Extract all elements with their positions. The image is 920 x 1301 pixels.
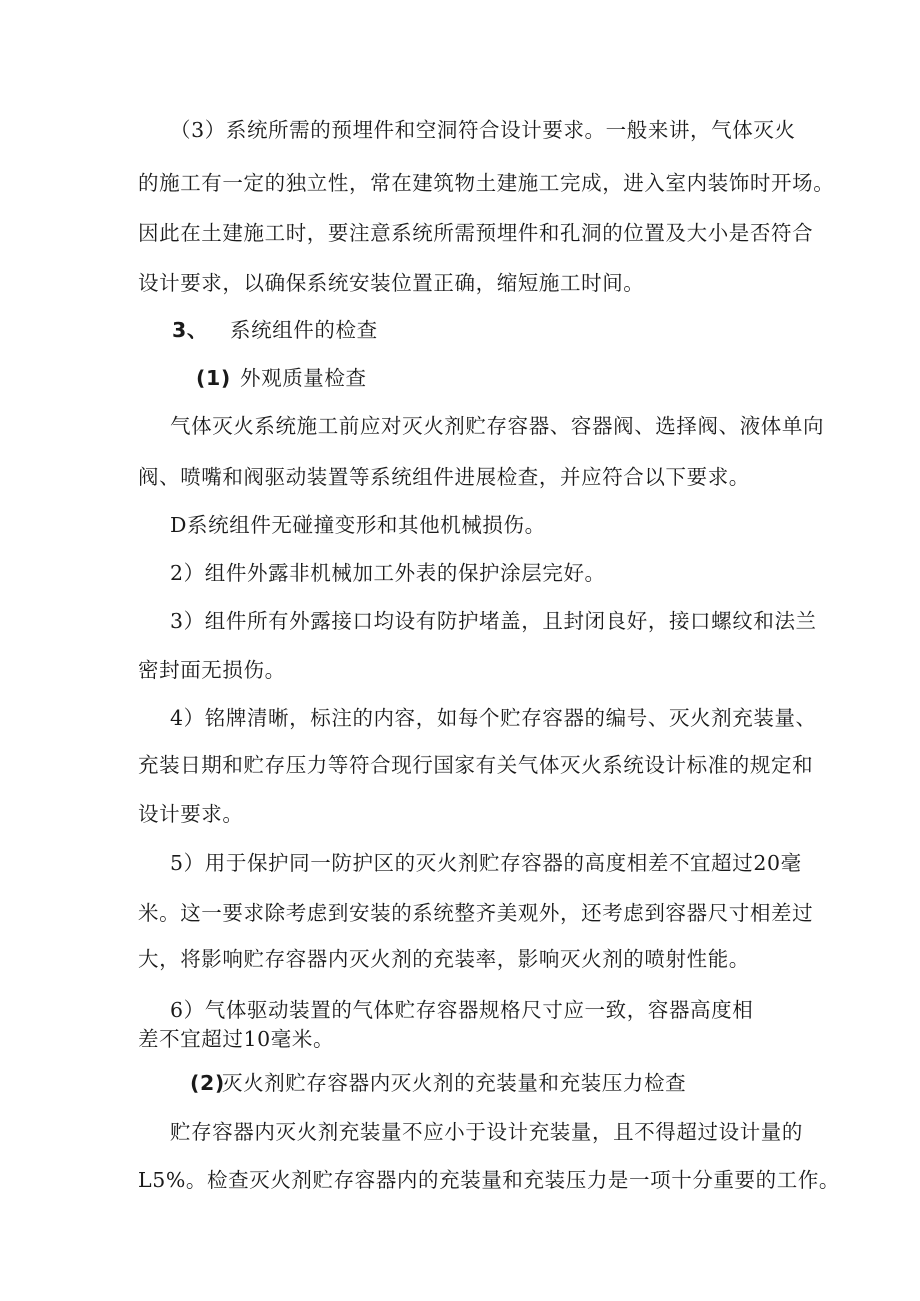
section-heading-number: 3、 bbox=[172, 318, 208, 342]
subheading-2-number: (2) bbox=[190, 1071, 225, 1095]
para-last-line-2: L5%。检查灭火剂贮存容器内的充装量和充装压力是一项十分重要的工作。 bbox=[138, 1168, 841, 1192]
item-5-line-1: 5）用于保护同一防护区的灭火剂贮存容器的高度相差不宜超过20毫 bbox=[170, 851, 802, 875]
item-4-line-1: 4）铭牌清晰，标注的内容，如每个贮存容器的编号、灭火剂充装量、 bbox=[170, 706, 817, 730]
subheading-1-title: 外观质量检查 bbox=[240, 366, 367, 390]
para-last-line-1: 贮存容器内灭火剂充装量不应小于设计充装量，且不得超过设计量的 bbox=[170, 1120, 803, 1144]
item-3-line-2: 密封面无损伤。 bbox=[138, 658, 286, 682]
para-p3-line-4: 设计要求，以确保系统安装位置正确，缩短施工时间。 bbox=[138, 271, 645, 295]
item-4-line-3: 设计要求。 bbox=[138, 802, 244, 826]
item-6-line-2: 差不宜超过10毫米。 bbox=[138, 1027, 335, 1051]
para-intro-line-2: 阀、喷嘴和阀驱动装置等系统组件进展检查，并应符合以下要求。 bbox=[138, 465, 750, 489]
item-3-line-1: 3）组件所有外露接口均设有防护堵盖，且封闭良好，接口螺纹和法兰 bbox=[170, 609, 817, 633]
item-1-line-1: D系统组件无碰撞变形和其他机械损伤。 bbox=[170, 513, 546, 537]
section-heading-title: 系统组件的检查 bbox=[230, 318, 378, 342]
para-intro-line-1: 气体灭火系统施工前应对灭火剂贮存容器、容器阀、选择阀、液体单向 bbox=[170, 414, 825, 438]
subheading-2-title: 灭火剂贮存容器内灭火剂的充装量和充装压力检查 bbox=[222, 1071, 687, 1095]
para-p3-line-1: （3）系统所需的预埋件和空洞符合设计要求。一般来讲，气体灭火 bbox=[170, 118, 796, 142]
item-5-line-3: 大，将影响贮存容器内灭火剂的充装率，影响灭火剂的喷射性能。 bbox=[138, 947, 750, 971]
item-6-line-1: 6）气体驱动装置的气体贮存容器规格尺寸应一致，容器高度相 bbox=[170, 998, 754, 1022]
para-p3-line-2: 的施工有一定的独立性，常在建筑物土建施工完成，进入室内装饰时开场。 bbox=[138, 171, 835, 195]
item-5-line-2: 米。这一要求除考虑到安装的系统整齐美观外，还考虑到容器尺寸相差过 bbox=[138, 901, 814, 925]
item-2-line-1: 2）组件外露非机械加工外表的保护涂层完好。 bbox=[170, 561, 606, 585]
para-p3-line-3: 因此在土建施工时，要注意系统所需预埋件和孔洞的位置及大小是否符合 bbox=[138, 221, 814, 245]
subheading-1-number: (1) bbox=[196, 366, 231, 390]
item-4-line-2: 充装日期和贮存压力等符合现行国家有关气体灭火系统设计标准的规定和 bbox=[138, 753, 814, 777]
